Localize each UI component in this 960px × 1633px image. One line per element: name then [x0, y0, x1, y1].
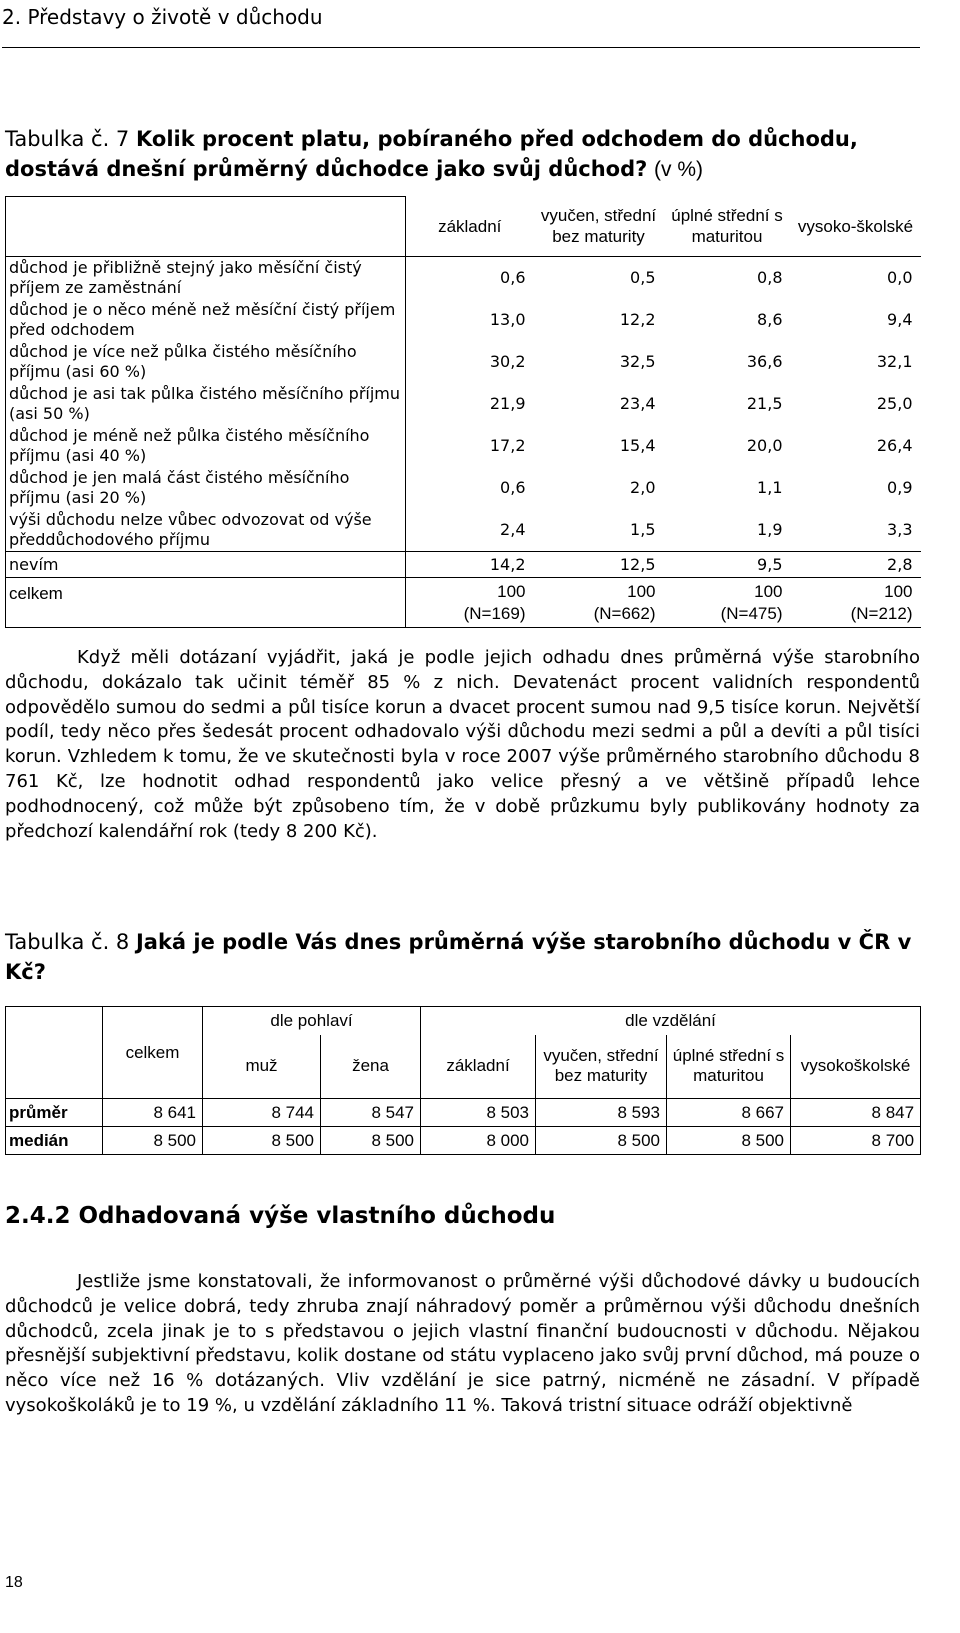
- table8-col-header: muž: [203, 1035, 321, 1099]
- table-cell: 25,0: [876, 394, 913, 413]
- table-cell: 13,0: [489, 310, 526, 329]
- table-cell: 8 500: [536, 1127, 667, 1155]
- total-label: celkem: [6, 578, 406, 628]
- table-cell: 1,9: [664, 509, 791, 552]
- table-cell: 1,1: [757, 478, 783, 497]
- total-cell: [406, 578, 534, 628]
- running-header: 2. Představy o životě v důchodu: [2, 0, 920, 48]
- table-row-total: [6, 578, 921, 628]
- table-cell: 2,4: [406, 509, 534, 552]
- table-cell: 36,6: [746, 352, 783, 371]
- page-number: 18: [5, 1574, 23, 1591]
- table-cell: 23,4: [619, 394, 656, 413]
- table-cell: 0,9: [887, 478, 913, 497]
- table-cell: 8 667: [667, 1099, 791, 1127]
- table-cell: 8 700: [791, 1127, 921, 1155]
- table-row: [6, 425, 921, 467]
- table-cell: 8 500: [667, 1127, 791, 1155]
- table-cell: 9,4: [887, 310, 913, 329]
- table-row: [6, 383, 921, 425]
- table-row: [6, 299, 921, 341]
- table-cell: 15,4: [619, 436, 656, 455]
- table-cell: 8 593: [536, 1099, 667, 1127]
- table8-col-header: žena: [321, 1035, 421, 1099]
- table-cell: 2,0: [630, 478, 656, 497]
- table-cell: 1,5: [534, 509, 664, 552]
- paragraph-1-text: Když měli dotázaní vyjádřit, jaká je podle jejich odhadu dnes průměrná výše starobního důchodu, dokázalo tak učinit téměř 85 % z nich. Devatenáct procent validních respondentů odpovědělo sumou do sedmi a půl tisíce korun a dvacet procent sumou nad 9,5 tisíce korun. Největší podíl, tedy něco přes šedesát procent odhadovalo výši důchodu mezi sedmi a půl a devíti a půl tisíci korun. Vzhledem k tomu, že ve skutečnosti byla v roce 2007 výše průměrného starobního důchodu 8 761 Kč, lze hodnotit odhad respondentů jako velice přesný a ve většině případů lehce podhodnocený, což může být způsobeno tím, že v době průzkumu byly publikovány hodnoty za předchozí kalendářní rok (tedy 8 200 Kč).: [5, 647, 920, 842]
- row-label: důchod je více než půlka čistého měsíčního příjmu (asi 60 %): [6, 341, 406, 383]
- table-cell: 26,4: [876, 436, 913, 455]
- table-cell: 8 500: [103, 1127, 203, 1155]
- table-cell: 32,5: [619, 352, 656, 371]
- table7-col-header: vysoko-školské: [791, 197, 921, 257]
- table8-header-celkem: celkem: [103, 1007, 203, 1099]
- table-cell: 14,2: [406, 552, 534, 578]
- table-cell: 30,2: [489, 352, 526, 371]
- table7-caption-title: Kolik procent platu, pobíraného před odchodem do důchodu, dostává dnešní průměrný důchodce jako svůj důchod?: [5, 127, 858, 181]
- total-n: (N=662): [593, 603, 656, 623]
- table-cell: 2,8: [791, 552, 921, 578]
- table-cell: 12,5: [534, 552, 664, 578]
- paragraph-2: [5, 1270, 920, 1419]
- row-label: důchod je méně než půlka čistého měsíčního příjmu (asi 40 %): [6, 425, 406, 467]
- section-heading: 2.4.2 Odhadovaná výše vlastního důchodu: [5, 1203, 556, 1229]
- paragraph-2-text: Jestliže jsme konstatovali, že informovanost o průměrné výši důchodové dávky u budoucích důchodců je velice dobrá, tedy zhruba znají náhradový poměr a průměrnou výši důchodu dnešních důchodců, zcela jinak je to s představou o jejich vlastní finanční budoucnosti v důchodu. Nějakou přesnější subjektivní představu, kolik dostane od státu vyplaceno jako svůj první důchod, má pouze o něco více než 16 % dotázaných. Vliv vzdělání je sice patrný, nicméně ne zásadní. V případě vysokoškoláků je to 19 %, u vzdělání základního 11 %. Taková tristní situace odráží objektivně: [5, 1271, 920, 1416]
- table-cell: 32,1: [876, 352, 913, 371]
- table7-col-header: úplné střední s maturitou: [664, 197, 791, 257]
- table-cell: 0,0: [887, 268, 913, 288]
- table-cell: 20,0: [746, 436, 783, 455]
- table7-caption-prefix: Tabulka č. 7: [5, 127, 130, 151]
- total-n: (N=475): [720, 603, 783, 623]
- table7-col-header: základní: [406, 197, 534, 257]
- table-cell: 21,5: [746, 394, 783, 413]
- total-value: 100: [497, 581, 526, 601]
- row-label: výši důchodu nelze vůbec odvozovat od výše předdůchodového příjmu: [6, 509, 406, 552]
- row-label: medián: [6, 1127, 103, 1155]
- total-cell: [664, 578, 791, 628]
- table-row: [6, 341, 921, 383]
- total-value: 100: [884, 581, 913, 601]
- table-cell: 8 641: [103, 1099, 203, 1127]
- table8-header-gender: dle pohlaví: [203, 1007, 421, 1035]
- table-row: [6, 509, 921, 552]
- table-row: [6, 257, 921, 299]
- table-cell: 8 000: [421, 1127, 536, 1155]
- table7-col-header: vyučen, střední bez maturity: [534, 197, 664, 257]
- table8-caption-prefix: Tabulka č. 8: [5, 930, 130, 954]
- table-cell: 3,3: [791, 509, 921, 552]
- table-row: [6, 552, 921, 578]
- table7-caption: [5, 124, 920, 185]
- total-value: 100: [627, 581, 656, 601]
- table-cell: 8 547: [321, 1099, 421, 1127]
- row-label: důchod je asi tak půlka čistého měsíčního příjmu (asi 50 %): [6, 383, 406, 425]
- table-cell: 21,9: [489, 394, 526, 413]
- row-label: nevím: [6, 552, 406, 578]
- total-cell: [791, 578, 921, 628]
- table-cell: 17,2: [489, 436, 526, 455]
- table-cell: 0,8: [757, 268, 783, 288]
- table-cell: 8 503: [421, 1099, 536, 1127]
- table8-caption-title: Jaká je podle Vás dnes průměrná výše starobního důchodu v ČR v Kč?: [5, 930, 912, 984]
- table-cell: 0,6: [500, 268, 526, 288]
- total-cell: [534, 578, 664, 628]
- table-cell: 0,6: [500, 478, 526, 497]
- table-cell: 8 500: [321, 1127, 421, 1155]
- table-row: [6, 467, 921, 509]
- row-label: důchod je přibližně stejný jako měsíční čistý příjem ze zaměstnání: [6, 257, 406, 299]
- table8-col-header: vysokoškolské: [791, 1035, 921, 1099]
- table-row: [6, 1099, 921, 1127]
- table7: [5, 196, 921, 628]
- table8-col-header: úplné střední s maturitou: [667, 1035, 791, 1099]
- table8-corner: [6, 1007, 103, 1099]
- table8-header-education: dle vzdělání: [421, 1007, 921, 1035]
- table-cell: 8 847: [791, 1099, 921, 1127]
- table7-caption-suffix: (v %): [654, 158, 704, 181]
- table8-col-header: vyučen, střední bez maturity: [536, 1035, 667, 1099]
- table-cell: 8 744: [203, 1099, 321, 1127]
- total-n: (N=212): [850, 603, 913, 623]
- table7-corner: [6, 197, 406, 257]
- total-n: (N=169): [463, 603, 526, 623]
- row-label: průměr: [6, 1099, 103, 1127]
- table-cell: 9,5: [664, 552, 791, 578]
- row-label: důchod je o něco méně než měsíční čistý příjem před odchodem: [6, 299, 406, 341]
- table8: [5, 1006, 921, 1155]
- table-cell: 8,6: [757, 310, 783, 329]
- table8-col-header: základní: [421, 1035, 536, 1099]
- total-value: 100: [754, 581, 783, 601]
- table-cell: 12,2: [619, 310, 656, 329]
- table8-caption: [5, 927, 920, 987]
- table-row: [6, 1127, 921, 1155]
- table-cell: 8 500: [203, 1127, 321, 1155]
- paragraph-1: [5, 646, 920, 844]
- table-cell: 0,5: [630, 268, 656, 288]
- row-label: důchod je jen malá část čistého měsíčního příjmu (asi 20 %): [6, 467, 406, 509]
